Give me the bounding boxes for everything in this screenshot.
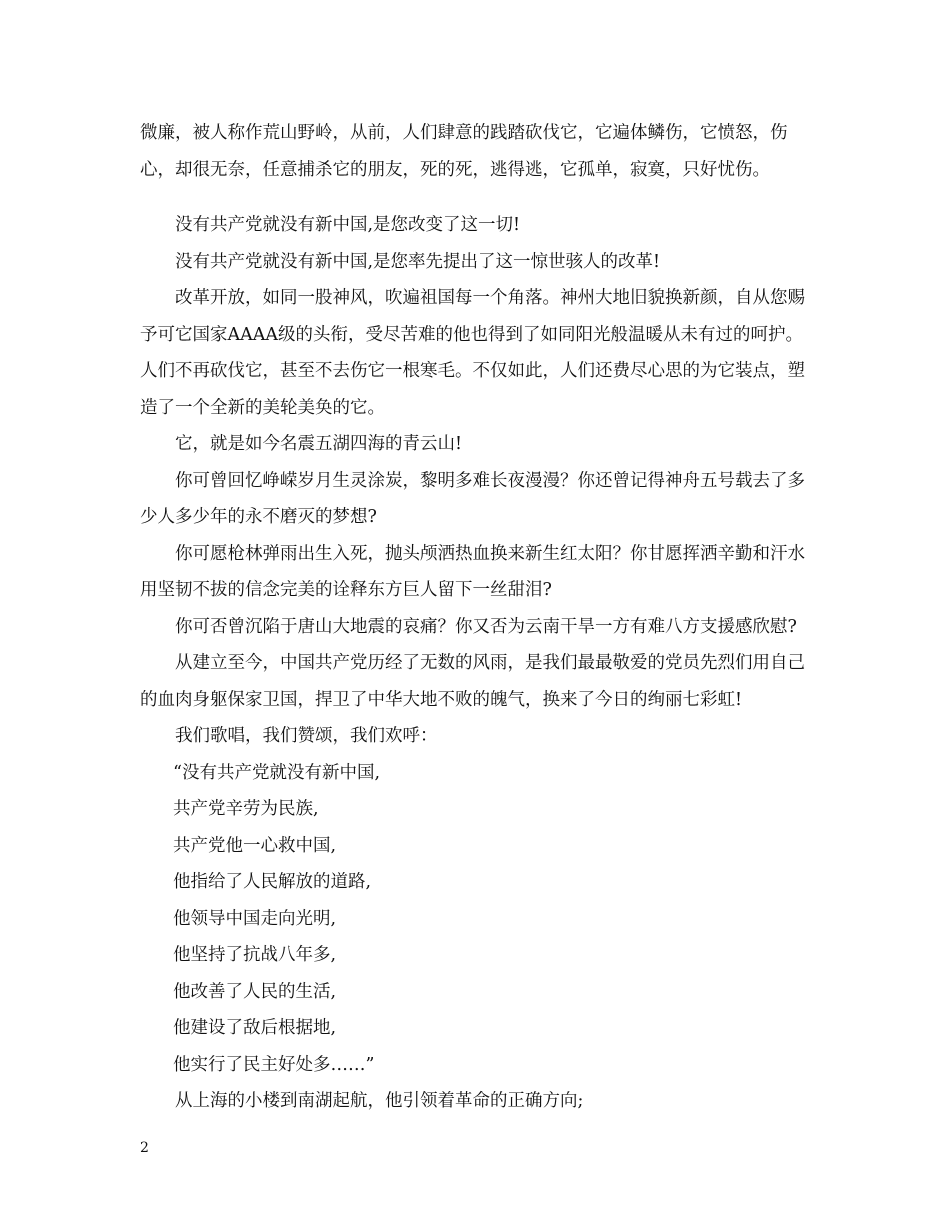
poem-line: “没有共产党就没有新中国, — [173, 762, 381, 783]
poem-line: 他指给了人民解放的道路, — [173, 872, 372, 892]
closing-paragraph: 从上海的小楼到南湖起航，他引领着革命的正确方向; — [175, 1091, 584, 1111]
poem-line: 他领导中国走向光明, — [173, 908, 337, 929]
poem-line: 他实行了民主好处多……” — [173, 1054, 375, 1075]
opening-paragraph: 微廉，被人称作荒山野岭，从前，人们肆意的践踏砍伐它，它遍体鳞伤，它愤怒，伤心，却很无奈，任意捕杀它的朋友，死的死，逃得逃，它孤单，寂寞，只好忧伤。 — [140, 123, 788, 180]
poem-block — [140, 755, 820, 1084]
paragraph-gap — [140, 188, 820, 207]
paragraph: 没有共产党就没有新中国,是您率先提出了这一惊世骇人的改革! — [175, 251, 661, 272]
paragraph: 它，就是如今名震五湖四海的青云山! — [175, 434, 463, 454]
paragraph: 你可否曾沉陷于唐山大地震的哀痛？你又否为云南干旱一方有难八方支援感欣慰? — [175, 616, 797, 637]
paragraph: 没有共产党就没有新中国,是您改变了这一切! — [175, 215, 521, 235]
poem-line: 共产党他一心救中国, — [173, 835, 337, 856]
poem-line: 他建设了敌后根据地, — [173, 1018, 337, 1038]
paragraph: 改革开放，如同一股神风，吹遍祖国每一个角落。神州大地旧貌换新颜，自从您赐予可它国家AAAA级的头衔，受尽苦难的他也得到了如同阳光般温暖从未有过的呵护。人们不再砍伐它，甚至不去伤它一根寒毛。不仅如此，人们还费尽心思的为它装点，塑造了一个全新的美轮美奂的它。 — [140, 288, 805, 418]
poem-line: 共产党辛劳为民族, — [173, 799, 319, 819]
poem-line: 他改善了人民的生活, — [173, 981, 337, 1002]
paragraph: 你可愿枪林弹雨出生入死，抛头颅洒热血换来新生红太阳？你甘愿挥洒辛勤和汗水用坚韧不拔的信念完美的诠释东方巨人留下一丝甜泪? — [140, 543, 805, 600]
paragraph: 我们歌唱，我们赞颂，我们欢呼： — [175, 726, 438, 746]
poem-line: 他坚持了抗战八年多, — [173, 945, 337, 965]
paragraph: 从建立至今，中国共产党历经了无数的风雨，是我们最最敬爱的党员先烈们用自己的血肉身躯保家卫国，捍卫了中华大地不败的魄气，换来了今日的绚丽七彩虹! — [140, 653, 805, 710]
document-body — [140, 115, 820, 1120]
paragraph: 你可曾回忆峥嵘岁月生灵涂炭，黎明多难长夜漫漫？你还曾记得神舟五号载去了多少人多少年的永不磨灭的梦想? — [140, 470, 805, 527]
page-number: 2 — [140, 1140, 149, 1156]
